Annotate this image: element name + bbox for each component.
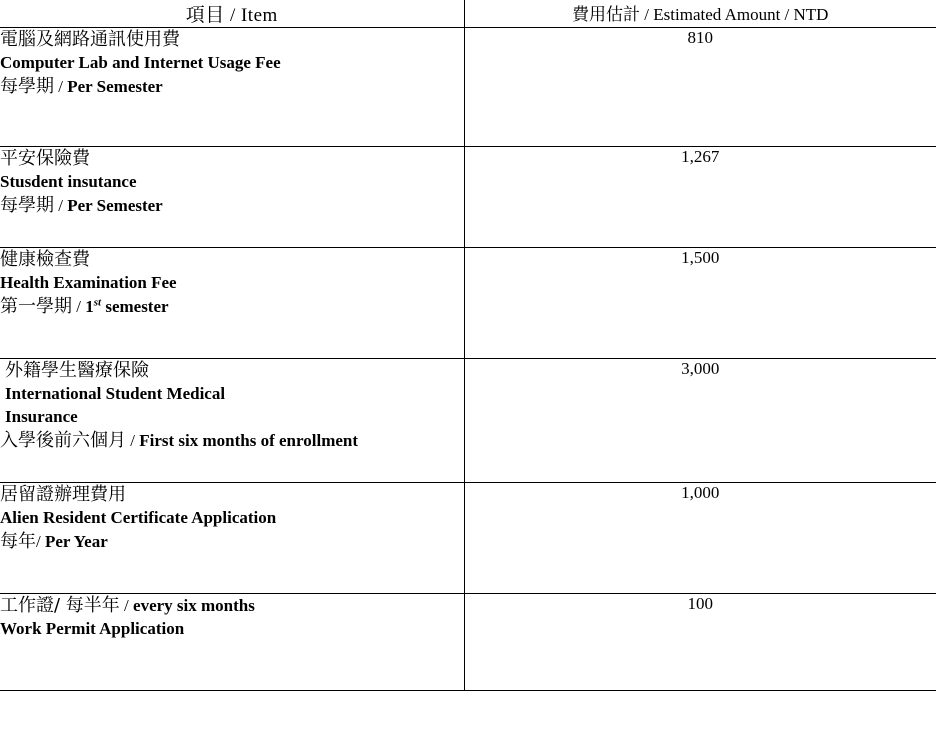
fee-item-zh-title: 健康檢查費	[0, 249, 90, 270]
fee-item-period	[0, 295, 464, 319]
fee-item-en-title: Computer Lab and Internet Usage Fee	[0, 53, 281, 73]
table-row	[0, 594, 936, 691]
fee-item-zh-title: 居留證辦理費用	[0, 484, 126, 505]
fee-amount-cell: 1,500	[464, 248, 936, 359]
fee-item-zh-title: 平安保險費	[0, 148, 90, 169]
fee-item-zh-title: 電腦及網路通訊使用費	[0, 29, 180, 50]
fee-item-zh-title: 外籍學生醫療保險	[5, 360, 149, 381]
fee-item-period-zh: 入學後前六個月	[0, 430, 126, 452]
fee-item-en-title: Stusdent insutance	[0, 172, 137, 192]
fee-item-title-line	[0, 594, 464, 618]
fee-item-period-en-suffix: semester	[101, 297, 169, 317]
fee-item-period-zh: / 每半年	[54, 595, 120, 616]
fee-item-cell	[0, 28, 464, 147]
fee-item-period-zh: 每學期	[0, 76, 54, 98]
fee-item-period-sep: /	[54, 77, 68, 97]
table-row	[0, 248, 936, 359]
fee-item-period-en: Per Year	[44, 532, 108, 552]
fee-item-cell	[0, 483, 464, 594]
fee-item-period	[0, 194, 464, 218]
column-header-item-label: 項目 / Item	[185, 5, 278, 26]
fee-item-period	[0, 429, 464, 453]
fee-item-period-zh: 每年	[0, 531, 36, 553]
fee-item-period-zh: 第一學期	[0, 296, 72, 318]
column-header-amount	[464, 0, 936, 28]
fee-item-period-zh: 每學期	[0, 195, 54, 217]
fee-amount-cell: 100	[464, 594, 936, 691]
fee-item-period-sep: /	[126, 431, 140, 451]
column-header-amount-label: 費用估計 / Estimated Amount / NTD	[572, 5, 829, 24]
fee-item-period-sep: /	[72, 297, 86, 317]
fee-item-en-title: International Student Medical	[5, 384, 226, 404]
fee-item-period-en: Per Semester	[67, 196, 163, 216]
fee-item-period-en-ordinal: st	[93, 296, 102, 309]
table-header-row	[0, 0, 936, 28]
table-row	[0, 359, 936, 483]
fee-item-cell	[0, 594, 464, 691]
column-header-item	[0, 0, 464, 28]
fee-item-period-sep: /	[54, 196, 68, 216]
fee-item-period-sep: /	[119, 596, 134, 615]
fee-item-period-en: First six months of enrollment	[139, 431, 359, 451]
fee-amount-cell: 3,000	[464, 359, 936, 483]
table-row	[0, 483, 936, 594]
fee-item-cell	[0, 359, 464, 483]
fee-amount-cell: 810	[464, 28, 936, 147]
table-row	[0, 147, 936, 248]
table-row	[0, 28, 936, 147]
fee-item-en-title: Health Examination Fee	[0, 273, 177, 293]
fee-item-en-title-line2: Insurance	[5, 407, 78, 427]
fee-item-period-sep: /	[36, 532, 45, 552]
fee-item-period	[0, 75, 464, 99]
fee-amount-cell: 1,267	[464, 147, 936, 248]
fee-item-zh-title: 工作證	[0, 595, 54, 616]
fee-item-cell	[0, 248, 464, 359]
fee-item-period	[0, 530, 464, 554]
fee-item-period-en: every six months	[133, 596, 255, 615]
fee-item-en-title: Alien Resident Certificate Application	[0, 508, 277, 528]
fee-item-period-en-prefix: 1	[85, 297, 94, 317]
fee-amount-cell: 1,000	[464, 483, 936, 594]
fee-item-period-en: Per Semester	[67, 77, 163, 97]
fee-item-en-title: Work Permit Application	[0, 619, 185, 639]
fee-item-cell	[0, 147, 464, 248]
